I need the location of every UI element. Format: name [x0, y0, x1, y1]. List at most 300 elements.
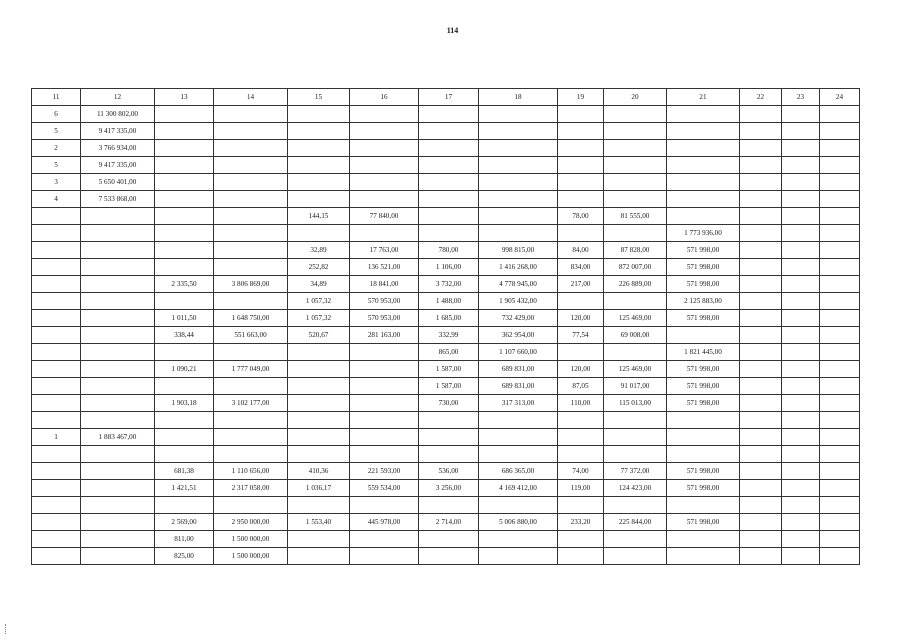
table-cell: 780,00 [419, 242, 479, 259]
table-cell [419, 123, 479, 140]
table-cell: 571 998,00 [667, 310, 740, 327]
table-body [32, 89, 860, 565]
table-cell: 252,82 [288, 259, 350, 276]
table-cell: 571 998,00 [667, 378, 740, 395]
table-cell [419, 497, 479, 514]
column-header: 16 [350, 89, 419, 106]
table-cell [479, 208, 558, 225]
table-cell [155, 259, 214, 276]
table-cell [479, 157, 558, 174]
table-cell [782, 463, 820, 480]
table-cell: 3 806 869,00 [214, 276, 288, 293]
table-cell [479, 123, 558, 140]
table-cell [782, 514, 820, 531]
table-cell: 571 998,00 [667, 259, 740, 276]
table-row [32, 497, 860, 514]
table-cell [32, 395, 81, 412]
table-cell [604, 429, 667, 446]
table-cell: 4 [32, 191, 81, 208]
table-cell [740, 259, 782, 276]
table-cell [479, 531, 558, 548]
table-cell: 2 569,00 [155, 514, 214, 531]
table-cell [419, 191, 479, 208]
table-cell [782, 395, 820, 412]
table-cell [740, 531, 782, 548]
table-cell: 281 163,00 [350, 327, 419, 344]
table-cell [81, 531, 155, 548]
table-cell [782, 548, 820, 565]
column-header: 24 [820, 89, 860, 106]
table-cell: 4 778 945,00 [479, 276, 558, 293]
table-cell [479, 429, 558, 446]
table-cell [479, 412, 558, 429]
table-cell [350, 497, 419, 514]
table-cell: 120,00 [558, 310, 604, 327]
table-cell [558, 293, 604, 310]
table-cell: 69 008,00 [604, 327, 667, 344]
table-cell [820, 463, 860, 480]
table-cell [288, 106, 350, 123]
table-cell [288, 548, 350, 565]
table-cell: 571 998,00 [667, 395, 740, 412]
table-cell [214, 293, 288, 310]
table-cell [782, 276, 820, 293]
table-cell [350, 157, 419, 174]
table-cell [32, 446, 81, 463]
table-cell: 1 [32, 429, 81, 446]
table-cell: 865,00 [419, 344, 479, 361]
table-cell [667, 174, 740, 191]
column-header: 15 [288, 89, 350, 106]
table-cell: 78,00 [558, 208, 604, 225]
table-cell: 571 998,00 [667, 463, 740, 480]
table-cell [155, 174, 214, 191]
table-cell: 362 954,00 [479, 327, 558, 344]
table-cell: 1 773 936,00 [667, 225, 740, 242]
table-cell [350, 429, 419, 446]
table-cell [558, 157, 604, 174]
table-cell [350, 531, 419, 548]
table-cell: 571 998,00 [667, 514, 740, 531]
table-cell [604, 412, 667, 429]
table-cell [479, 497, 558, 514]
table-cell [782, 174, 820, 191]
table-row [32, 378, 860, 395]
table-cell [820, 446, 860, 463]
table-cell [214, 106, 288, 123]
table-row [32, 208, 860, 225]
table-cell [667, 140, 740, 157]
table-cell: 536,00 [419, 463, 479, 480]
table-cell: 11 300 802,00 [81, 106, 155, 123]
table-cell: 217,00 [558, 276, 604, 293]
table-row [32, 259, 860, 276]
table-cell: 9 417 335,00 [81, 123, 155, 140]
table-cell: 91 017,00 [604, 378, 667, 395]
table-cell: 110,00 [558, 395, 604, 412]
table-cell [558, 344, 604, 361]
table-cell [214, 191, 288, 208]
table-cell [740, 497, 782, 514]
table-cell [32, 361, 81, 378]
table-cell: 2 714,00 [419, 514, 479, 531]
table-cell [288, 531, 350, 548]
table-cell [214, 174, 288, 191]
column-header: 11 [32, 89, 81, 106]
table-cell [32, 497, 81, 514]
table-cell [740, 276, 782, 293]
table-cell [820, 327, 860, 344]
table-cell [32, 310, 81, 327]
table-cell: 445 978,00 [350, 514, 419, 531]
table-cell [820, 344, 860, 361]
table-cell [350, 548, 419, 565]
table-cell [288, 344, 350, 361]
table-cell [604, 293, 667, 310]
table-cell [350, 446, 419, 463]
table-cell: 571 998,00 [667, 276, 740, 293]
table-cell [288, 378, 350, 395]
table-cell: 5 [32, 123, 81, 140]
table-cell [820, 548, 860, 565]
table-cell: 225 844,00 [604, 514, 667, 531]
table-cell [667, 123, 740, 140]
table-cell: 77,54 [558, 327, 604, 344]
table-cell: 2 317 058,00 [214, 480, 288, 497]
table-cell: 1 036,17 [288, 480, 350, 497]
table-cell [350, 123, 419, 140]
table-cell [782, 378, 820, 395]
table-cell [820, 531, 860, 548]
table-cell [782, 293, 820, 310]
table-cell [740, 327, 782, 344]
table-cell [740, 361, 782, 378]
table-cell: 221 593,00 [350, 463, 419, 480]
table-cell [32, 293, 81, 310]
table-cell [667, 327, 740, 344]
table-cell [288, 157, 350, 174]
table-cell [782, 412, 820, 429]
table-cell: 77 372,00 [604, 463, 667, 480]
column-header: 14 [214, 89, 288, 106]
column-header: 18 [479, 89, 558, 106]
table-cell [32, 276, 81, 293]
table-cell [81, 378, 155, 395]
table-cell: 87,05 [558, 378, 604, 395]
table-cell [782, 361, 820, 378]
table-row [32, 480, 860, 497]
table-cell: 1 107 660,00 [479, 344, 558, 361]
table-cell [782, 157, 820, 174]
table-cell [155, 225, 214, 242]
table-cell: 125 469,00 [604, 361, 667, 378]
table-cell [155, 378, 214, 395]
table-cell [81, 327, 155, 344]
table-cell: 551 663,00 [214, 327, 288, 344]
table-cell: 571 998,00 [667, 480, 740, 497]
table-cell [419, 548, 479, 565]
table-cell: 4 169 412,00 [479, 480, 558, 497]
table-cell: 144,15 [288, 208, 350, 225]
table-cell [419, 412, 479, 429]
table-cell [820, 123, 860, 140]
table-cell: 559 534,00 [350, 480, 419, 497]
table-cell [288, 395, 350, 412]
table-cell [782, 429, 820, 446]
table-cell [419, 446, 479, 463]
table-cell [558, 123, 604, 140]
table-row [32, 140, 860, 157]
table-row [32, 225, 860, 242]
table-cell: 3 766 934,00 [81, 140, 155, 157]
table-cell: 84,00 [558, 242, 604, 259]
table-cell [155, 106, 214, 123]
table-cell [350, 106, 419, 123]
table-cell [81, 225, 155, 242]
table-cell: 1 057,32 [288, 310, 350, 327]
table-cell [32, 412, 81, 429]
table-cell: 120,00 [558, 361, 604, 378]
table-cell: 689 831,00 [479, 361, 558, 378]
table-cell [32, 225, 81, 242]
table-cell [667, 548, 740, 565]
table-cell [155, 497, 214, 514]
table-cell [667, 497, 740, 514]
table-cell: 77 840,00 [350, 208, 419, 225]
table-cell [214, 497, 288, 514]
table-cell [558, 106, 604, 123]
table-cell: 571 998,00 [667, 361, 740, 378]
table-row [32, 174, 860, 191]
table-cell [740, 446, 782, 463]
table-cell [667, 412, 740, 429]
table-cell: 1 685,00 [419, 310, 479, 327]
table-cell [604, 531, 667, 548]
table-row [32, 191, 860, 208]
table-cell [782, 497, 820, 514]
table-cell [155, 429, 214, 446]
table-cell [558, 191, 604, 208]
table-cell [155, 157, 214, 174]
table-cell [782, 327, 820, 344]
table-cell [81, 276, 155, 293]
table-cell: 1 883 467,00 [81, 429, 155, 446]
column-header: 19 [558, 89, 604, 106]
table-cell: 1 421,51 [155, 480, 214, 497]
table-row [32, 310, 860, 327]
table-cell [667, 531, 740, 548]
table-cell [155, 293, 214, 310]
table-cell [419, 429, 479, 446]
table-cell [782, 208, 820, 225]
table-cell [288, 361, 350, 378]
table-row [32, 463, 860, 480]
table-cell: 119,00 [558, 480, 604, 497]
table-header-row [32, 89, 860, 106]
table-cell [740, 463, 782, 480]
table-cell [558, 531, 604, 548]
table-cell [740, 242, 782, 259]
table-cell [214, 259, 288, 276]
table-cell: 689 831,00 [479, 378, 558, 395]
table-cell: 233,20 [558, 514, 604, 531]
table-cell: 570 953,00 [350, 310, 419, 327]
table-cell [558, 140, 604, 157]
table-cell [350, 378, 419, 395]
table-cell [214, 225, 288, 242]
table-cell: 1 488,00 [419, 293, 479, 310]
table-cell [32, 327, 81, 344]
table-cell [81, 412, 155, 429]
table-cell [820, 157, 860, 174]
table-row [32, 446, 860, 463]
table-cell: 686 365,00 [479, 463, 558, 480]
table-cell: 32,89 [288, 242, 350, 259]
table-cell: 226 889,00 [604, 276, 667, 293]
table-cell: 1 057,32 [288, 293, 350, 310]
table-cell [667, 446, 740, 463]
table-cell: 1 648 750,00 [214, 310, 288, 327]
table-cell [820, 378, 860, 395]
table-cell: 17 763,00 [350, 242, 419, 259]
table-cell [782, 446, 820, 463]
table-cell [32, 548, 81, 565]
table-cell [288, 191, 350, 208]
table-cell [350, 140, 419, 157]
table-cell [288, 225, 350, 242]
table-cell [32, 378, 81, 395]
table-cell [81, 344, 155, 361]
table-cell [214, 242, 288, 259]
table-cell [32, 514, 81, 531]
table-cell [820, 191, 860, 208]
table-cell: 125 469,00 [604, 310, 667, 327]
table-cell [604, 106, 667, 123]
table-cell [740, 548, 782, 565]
table-cell [667, 157, 740, 174]
table-cell [604, 174, 667, 191]
table-row [32, 412, 860, 429]
table-cell: 5 006 880,00 [479, 514, 558, 531]
table-cell: 681,38 [155, 463, 214, 480]
table-cell [32, 242, 81, 259]
table-cell [740, 191, 782, 208]
table-cell: 9 417 335,00 [81, 157, 155, 174]
table-cell: 571 998,00 [667, 242, 740, 259]
table-cell [820, 174, 860, 191]
table-cell [81, 242, 155, 259]
table-cell [604, 140, 667, 157]
table-cell [820, 429, 860, 446]
table-cell [419, 208, 479, 225]
table-cell: 1 090,21 [155, 361, 214, 378]
table-cell [604, 225, 667, 242]
table-cell [740, 344, 782, 361]
table-cell: 811,00 [155, 531, 214, 548]
table-cell [81, 208, 155, 225]
table-cell [81, 446, 155, 463]
column-header: 17 [419, 89, 479, 106]
table-cell: 3 [32, 174, 81, 191]
table-cell [820, 140, 860, 157]
table-cell: 872 007,00 [604, 259, 667, 276]
table-cell [350, 225, 419, 242]
table-cell [558, 225, 604, 242]
table-cell: 2 950 000,00 [214, 514, 288, 531]
table-cell: 732 429,00 [479, 310, 558, 327]
table-cell: 1 553,40 [288, 514, 350, 531]
table-cell: 5 [32, 157, 81, 174]
table-cell: 317 313,00 [479, 395, 558, 412]
table-cell [32, 480, 81, 497]
table-cell [782, 140, 820, 157]
margin-mark [5, 624, 7, 634]
table-cell [155, 123, 214, 140]
table-cell [81, 480, 155, 497]
table-cell [740, 157, 782, 174]
table-cell: 1 416 268,00 [479, 259, 558, 276]
table-cell [214, 208, 288, 225]
table-cell [740, 395, 782, 412]
table-cell: 1 500 000,00 [214, 548, 288, 565]
table-cell: 2 125 883,00 [667, 293, 740, 310]
table-cell: 5 650 401,00 [81, 174, 155, 191]
table-row [32, 327, 860, 344]
table-cell [288, 140, 350, 157]
table-cell [820, 310, 860, 327]
table-cell [479, 106, 558, 123]
table-cell [350, 412, 419, 429]
table-cell [288, 497, 350, 514]
table-cell: 81 555,00 [604, 208, 667, 225]
table-cell: 115 013,00 [604, 395, 667, 412]
table-cell [820, 480, 860, 497]
table-row [32, 514, 860, 531]
table-cell: 1 110 656,00 [214, 463, 288, 480]
table-cell: 338,44 [155, 327, 214, 344]
table-cell [155, 191, 214, 208]
table-cell: 3 732,00 [419, 276, 479, 293]
table-row [32, 106, 860, 123]
table-cell: 136 521,00 [350, 259, 419, 276]
table-cell [350, 174, 419, 191]
data-table [31, 88, 860, 565]
table-cell [667, 429, 740, 446]
table-row [32, 276, 860, 293]
table-cell [782, 531, 820, 548]
table-cell [740, 106, 782, 123]
table-cell: 2 [32, 140, 81, 157]
table-cell [820, 514, 860, 531]
table-cell [419, 106, 479, 123]
table-cell [604, 157, 667, 174]
table-cell [740, 140, 782, 157]
table-cell [214, 429, 288, 446]
table-cell [288, 174, 350, 191]
table-cell: 6 [32, 106, 81, 123]
table-cell: 825,00 [155, 548, 214, 565]
table-row [32, 429, 860, 446]
table-row [32, 361, 860, 378]
table-cell [350, 191, 419, 208]
table-cell: 1 905 432,00 [479, 293, 558, 310]
table-cell [782, 480, 820, 497]
table-cell [782, 259, 820, 276]
table-cell [81, 395, 155, 412]
table-row [32, 531, 860, 548]
table-cell: 730,00 [419, 395, 479, 412]
table-cell: 124 423,00 [604, 480, 667, 497]
